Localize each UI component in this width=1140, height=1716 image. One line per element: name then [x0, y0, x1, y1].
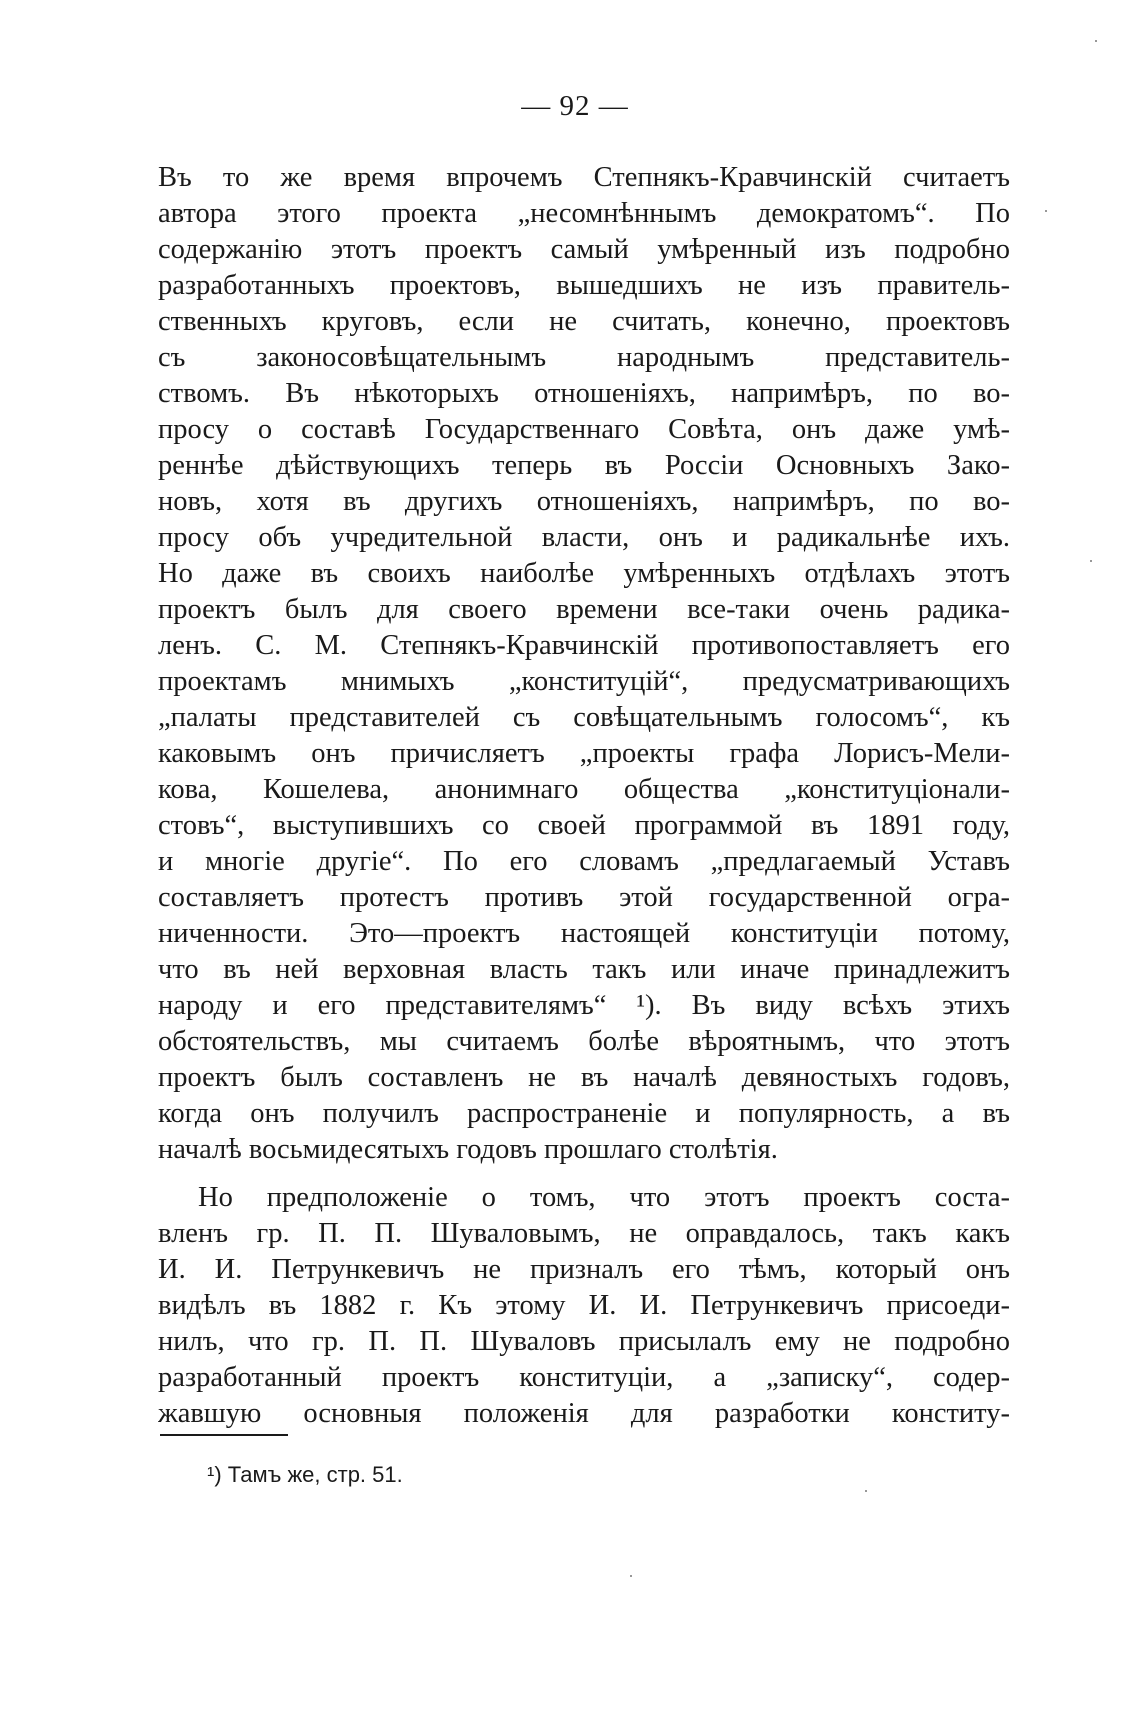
footnote-divider [160, 1434, 288, 1436]
text-line: ленъ. С. М. Степнякъ-Кравчинскій противопоставляетъ его [158, 630, 1010, 661]
text-line: разработанныхъ проектовъ, вышедшихъ не изъ правитель- [158, 270, 1010, 301]
text-line: просу объ учредительной власти, онъ и радикальнѣе ихъ. [158, 522, 1010, 553]
body-text [158, 160, 1010, 1432]
text-line: проектъ былъ составленъ не въ началѣ девяностыхъ годовъ, [158, 1062, 1010, 1093]
footnote: ¹) Тамъ же, стр. 51. [207, 1462, 403, 1487]
text-line: каковымъ онъ причисляетъ „проекты графа Лорисъ-Мели- [158, 738, 1010, 769]
text-line: вленъ гр. П. П. Шуваловымъ, не оправдалось, такъ какъ [158, 1218, 1010, 1249]
text-line: когда онъ получилъ распространеніе и популярность, а въ [158, 1098, 1010, 1129]
text-line: реннѣе дѣйствующихъ теперь въ Россіи Основныхъ Зако- [158, 450, 1010, 481]
text-line: проектъ былъ для своего времени все-таки очень радика- [158, 594, 1010, 625]
text-line: ниченности. Это—проектъ настоящей конституціи потому, [158, 918, 1010, 949]
text-line: проектамъ мнимыхъ „конституцій“, предусматривающихъ [158, 666, 1010, 697]
text-line: жавшую основныя положенія для разработки конститу- [158, 1398, 1010, 1429]
text-line: И. И. Петрункевичъ не призналъ его тѣмъ, который онъ [158, 1254, 1010, 1285]
scan-speck [630, 1575, 632, 1577]
text-line: и многіе другіе“. По его словамъ „предлагаемый Уставъ [158, 846, 1010, 877]
text-line: народу и его представителямъ“ ¹). Въ виду всѣхъ этихъ [158, 990, 1010, 1021]
text-line: началѣ восьмидесятыхъ годовъ прошлаго столѣтія. [158, 1134, 778, 1165]
text-line: ствомъ. Въ нѣкоторыхъ отношеніяхъ, напримѣръ, по во- [158, 378, 1010, 409]
text-line: ственныхъ круговъ, если не считать, конечно, проектовъ [158, 306, 1010, 337]
scan-speck [865, 1490, 867, 1492]
page-number: — 92 — [521, 90, 629, 122]
text-line: обстоятельствъ, мы считаемъ болѣе вѣроятнымъ, что этотъ [158, 1026, 1010, 1057]
text-line: что въ ней верховная власть такъ или иначе принадлежитъ [158, 954, 1010, 985]
scan-speck [1045, 210, 1047, 212]
text-line: кова, Кошелева, анонимнаго общества „конституціонали- [158, 774, 1010, 805]
text-line: Въ то же время впрочемъ Степнякъ-Кравчинскій считаетъ [158, 162, 1010, 193]
scan-speck [1095, 40, 1097, 42]
text-line: новъ, хотя въ другихъ отношеніяхъ, напримѣръ, по во- [158, 486, 1010, 517]
text-line: просу о составѣ Государственнаго Совѣта, онъ даже умѣ- [158, 414, 1010, 445]
paragraph-gap [158, 1168, 1010, 1180]
text-line: содержанію этотъ проектъ самый умѣренный изъ подробно [158, 234, 1010, 265]
text-line: составляетъ протестъ противъ этой государственной огра- [158, 882, 1010, 913]
text-line: разработанный проектъ конституціи, а „записку“, содер- [158, 1362, 1010, 1393]
text-line: нилъ, что гр. П. П. Шуваловъ присылалъ ему не подробно [158, 1326, 1010, 1357]
text-line: стовъ“, выступившихъ со своей программой въ 1891 году, [158, 810, 1010, 841]
text-line: автора этого проекта „несомнѣннымъ демократомъ“. По [158, 198, 1010, 229]
text-line: Но предположеніе о томъ, что этотъ проектъ соста- [198, 1182, 1010, 1213]
text-line: „палаты представителей съ совѣщательнымъ голосомъ“, къ [158, 702, 1010, 733]
text-line: съ законосовѣщательнымъ народнымъ представитель- [158, 342, 1010, 373]
text-line: видѣлъ въ 1882 г. Къ этому И. И. Петрункевичъ присоеди- [158, 1290, 1010, 1321]
text-line: Но даже въ своихъ наиболѣе умѣренныхъ отдѣлахъ этотъ [158, 558, 1010, 589]
scan-speck [1090, 560, 1092, 562]
